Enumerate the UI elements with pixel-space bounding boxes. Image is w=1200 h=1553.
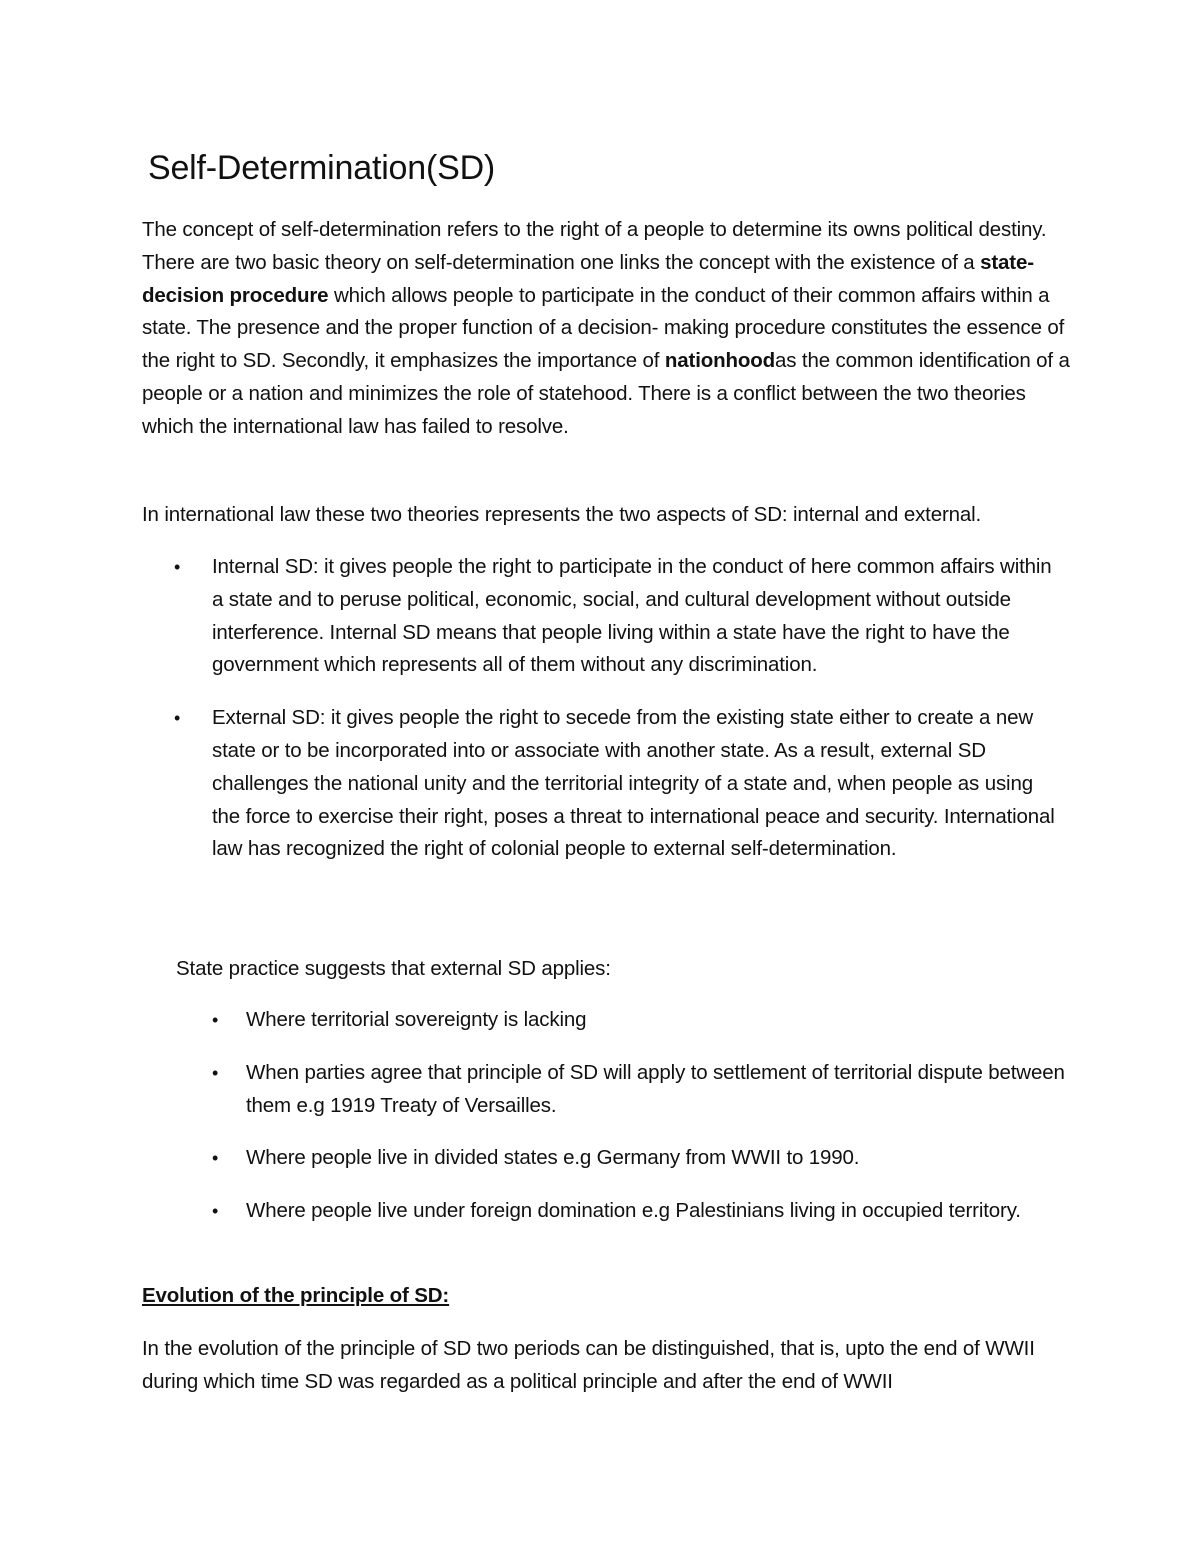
bullet-icon: • [212, 1148, 219, 1169]
evolution-paragraph: In the evolution of the principle of SD two periods can be distinguished, that is, upto the end of WWII during which time SD was regarded as a political principle and after the end of WWII [142, 1337, 1035, 1393]
intro-text-3: as the common identification of a people or a nation and minimizes the role of statehood. There is a conflict between the two theories which the international law has failed to resolve. [142, 349, 1070, 438]
list-item [212, 1004, 1066, 1037]
list-item [212, 1057, 1066, 1123]
bullet-icon: • [174, 557, 181, 577]
list-item-text: Where people live under foreign domination e.g Palestinians living in occupied territory. [246, 1199, 1021, 1223]
bullet-icon: • [212, 1010, 219, 1030]
intro-bold-term-1: state-decision procedure [142, 250, 1034, 307]
practice-list [212, 1004, 1066, 1228]
intro-bold-term-2: nationhood [664, 349, 775, 373]
section-heading-evolution: Evolution of the principle of SD: [142, 1284, 450, 1307]
list-item [212, 1142, 1066, 1175]
practice-intro-paragraph: State practice suggests that external SD applies: [176, 957, 611, 980]
intro-text-1: The concept of self-determination refers to the right of a people to determine its owns political destiny. There are two basic theory on self-determination one links the concept with the existence of a [142, 218, 1047, 274]
list-item [212, 1195, 1066, 1228]
intro-paragraph [142, 214, 1082, 444]
intro-text-2: which allows people to participate in the conduct of their common affairs within a state. The presence and the proper function of a decision- making procedure constitutes the essence of the right to SD. Secondly, it emphasizes the importance of [142, 283, 1065, 373]
aspects-intro-paragraph: In international law these two theories represents the two aspects of SD: internal and external. [142, 503, 982, 526]
list-item-internal [174, 551, 1062, 682]
list-item-external [174, 702, 1062, 866]
list-item-text: When parties agree that principle of SD will apply to settlement of territorial dispute between them e.g 1919 Treaty of Versailles. [246, 1060, 1065, 1117]
bullet-icon: • [174, 708, 181, 729]
bullet-icon: • [212, 1201, 219, 1222]
list-item-text: Where people live in divided states e.g Germany from WWII to 1990. [246, 1146, 860, 1170]
list-item-text: External SD: it gives people the right to secede from the existing state either to create a new state or to be incorporated into or associate with another state. As a result, external SD challenges the national unity and the territorial integrity of a state and, when people as using the force to exercise their right, poses a threat to international peace and security. International law has recognized the right of colonial people to external self-determination. [212, 706, 1055, 861]
page-title: Self-Determination(SD) [148, 149, 496, 187]
aspects-list [174, 551, 1062, 866]
bullet-icon: • [212, 1062, 219, 1083]
list-item-text: Where territorial sovereignty is lacking [246, 1008, 587, 1031]
list-item-text: Internal SD: it gives people the right to participate in the conduct of here common affairs within a state and to peruse political, economic, social, and cultural development without outside interference. Internal SD means that people living within a state have the right to have the government which represents all of them without any discrimination. [212, 555, 1052, 677]
